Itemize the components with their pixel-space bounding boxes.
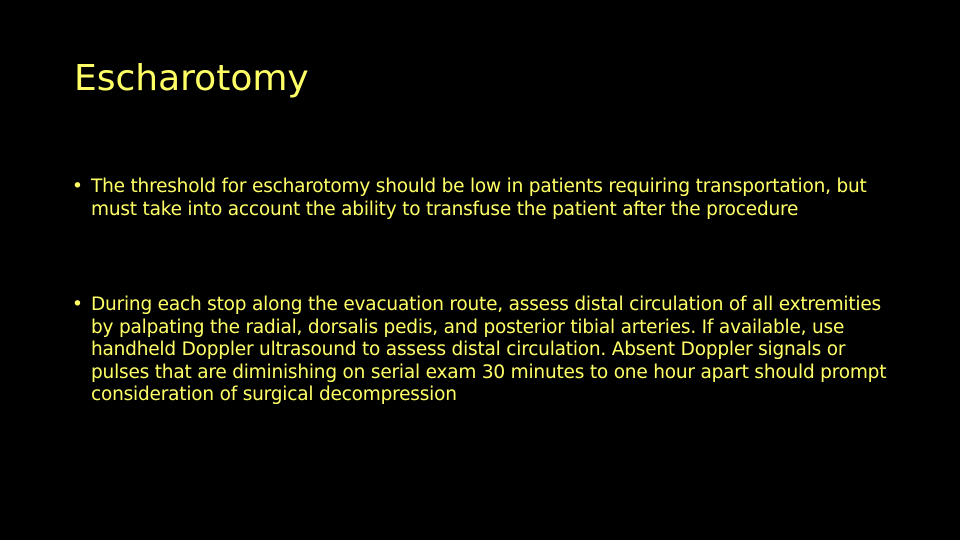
bullet-item [72,294,892,407]
bullet-marker: • [72,176,83,197]
bullet-item [72,176,892,221]
bullet-text: During each stop along the evacuation route, assess distal circulation of all extremities by palpating the radial, dorsalis pedis, and posterior tibial arteries. If available, use handheld Doppler ultrasound to assess distal circulation. Absent Doppler signals or pulses that are diminishing on serial exam 30 minutes to one hour apart should prompt consideration of surgical decompression [91,294,887,405]
bullet-list [72,176,892,407]
bullet-marker: • [72,294,83,315]
bullet-text: The threshold for escharotomy should be low in patients requiring transportation, but must take into account the ability to transfuse the patient after the procedure [91,176,867,220]
slide-title: Escharotomy [74,58,309,99]
